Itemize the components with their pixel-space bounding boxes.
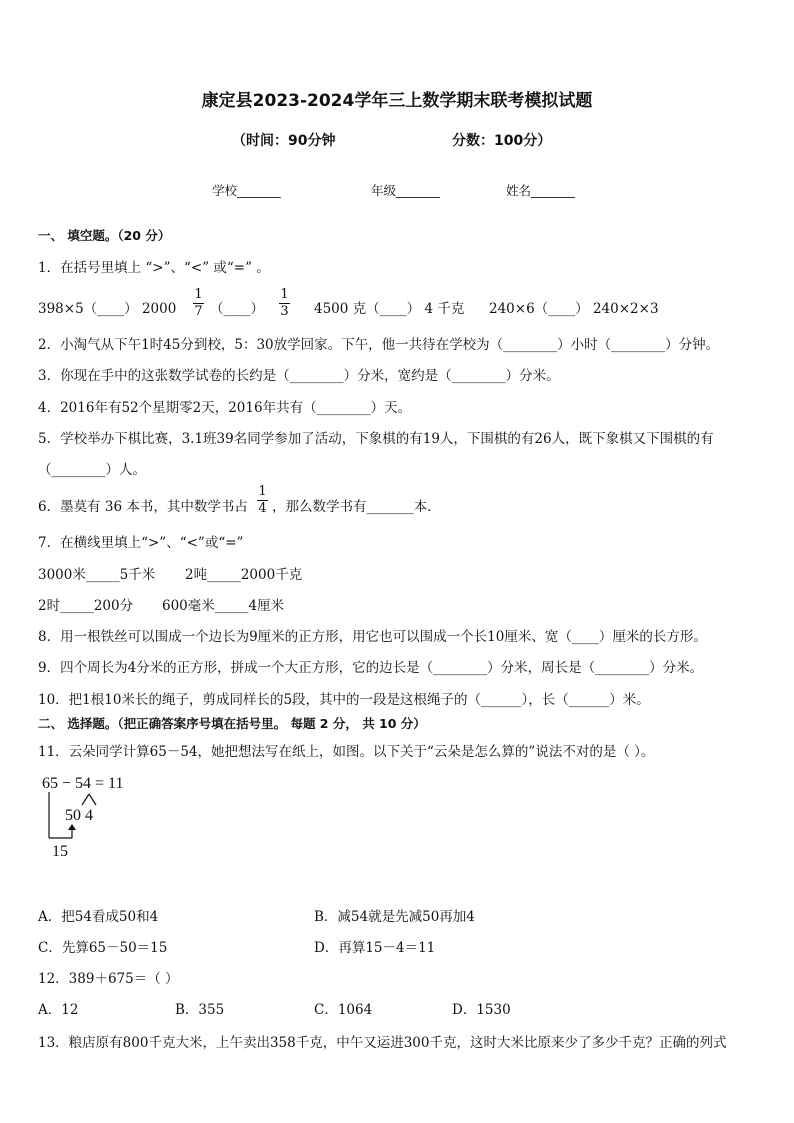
question-8: 8．用一根铁丝可以围成一个边长为9厘米的正方形，用它也可以围成一个长10厘米、宽（____）厘米的长方形。 [38,629,707,645]
question-7: 7．在横线里填上“>”、“<”或“=” [38,535,244,551]
exam-title: 康定县2023-2024学年三上数学期末联考模拟试题 [201,91,593,111]
q1-item-2: （____） [210,301,264,317]
q11-option-b: B．减54就是先减50再加4 [314,909,475,925]
question-3: 3．你现在手中的这张数学试卷的长约是（________）分米，宽约是（________）分米。 [38,368,560,384]
diagram-arrow-head [68,824,76,830]
q1-item-1: 398×5（____） 2000 [38,301,177,317]
fraction-denominator: 3 [280,304,289,319]
score-label: 分数：100分） [452,133,552,149]
question-1: 1．在括号里填上 “>”、“<” 或“=” 。 [38,260,270,276]
fraction-numerator: 1 [280,287,289,302]
subtraction-method-diagram [38,770,148,860]
diagram-split-values: 50 4 [65,807,93,824]
diagram-equation: 65 − 54 = 11 [42,775,124,792]
q11-option-a: A．把54看成50和4 [38,909,159,925]
q1-item-4: 240×6（____） 240×2×3 [489,301,659,317]
question-5-continued: （________）人。 [38,462,146,478]
q12-option-c: C．1064 [314,1002,373,1018]
q7-item-2: 2吨_____2000千克 [185,567,303,583]
grade-field: 年级_______ [371,183,440,198]
time-label: （时间：90分钟 [232,133,336,149]
q11-option-d: D．再算15－4＝11 [314,940,436,956]
q12-option-b: B．355 [175,1002,225,1018]
q7-item-3: 2时_____200分 [38,598,134,614]
question-2: 2．小淘气从下午1时45分到校，5：30放学回家。下午，他一共待在学校为（________）小时（________）分钟。 [38,337,720,353]
fraction-denominator: 4 [258,501,267,516]
fraction-numerator: 1 [194,287,203,302]
fraction-numerator: 1 [258,484,267,499]
fraction-one-quarter [257,484,268,517]
q1-item-3: 4500 克（____） 4 千克 [314,301,465,317]
question-4: 4．2016年有52个星期零2天，2016年共有（________）天。 [38,400,412,416]
name-field: 姓名_______ [506,183,575,198]
question-11: 11．云朵同学计算65－54，她把想法写在纸上，如图。以下关于“云朵是怎么算的”说法不对的是（ ）。 [38,744,655,760]
q12-option-a: A．12 [38,1002,79,1018]
school-field: 学校_______ [212,183,281,198]
question-10: 10．把1根10米长的绳子，剪成同样长的5段，其中的一段是这根绳子的（______），长（______）米。 [38,692,650,708]
fraction-denominator: 7 [194,304,203,319]
question-9: 9．四个周长为4分米的正方形，拼成一个大正方形，它的边长是（________）分米，周长是（________）分米。 [38,660,704,676]
diagram-split-line-right [89,794,96,805]
q7-item-1: 3000米_____5千米 [38,567,156,583]
question-6-end: ，那么数学书有_______本． [272,499,441,515]
diagram-bottom-value: 15 [52,843,68,860]
question-5: 5．学校举办下棋比赛，3.1班39名同学参加了活动，下象棋的有19人，下围棋的有26人，既下象棋又下围棋的有 [38,431,714,447]
question-12: 12．389＋675＝（ ） [38,971,179,987]
q11-option-c: C．先算65－50＝15 [38,940,168,956]
section-fill-in-heading: 一、 填空题。（20 分） [38,228,171,243]
q7-item-4: 600毫米_____4厘米 [162,598,285,614]
section-choice-heading: 二、 选择题。（把正确答案序号填在括号里。 每题 2 分， 共 10 分） [38,716,426,731]
diagram-split-line-left [82,794,89,805]
fraction-one-seventh [193,287,204,320]
q12-option-d: D．1530 [452,1002,511,1018]
question-13: 13．粮店原有800千克大米，上午卖出358千克，中午又运进300千克，这时大米比原来少了多少千克？正确的列式 [38,1035,727,1051]
fraction-one-third [279,287,290,320]
question-6-start: 6．墨莫有 36 本书，其中数学书占 [38,499,248,515]
